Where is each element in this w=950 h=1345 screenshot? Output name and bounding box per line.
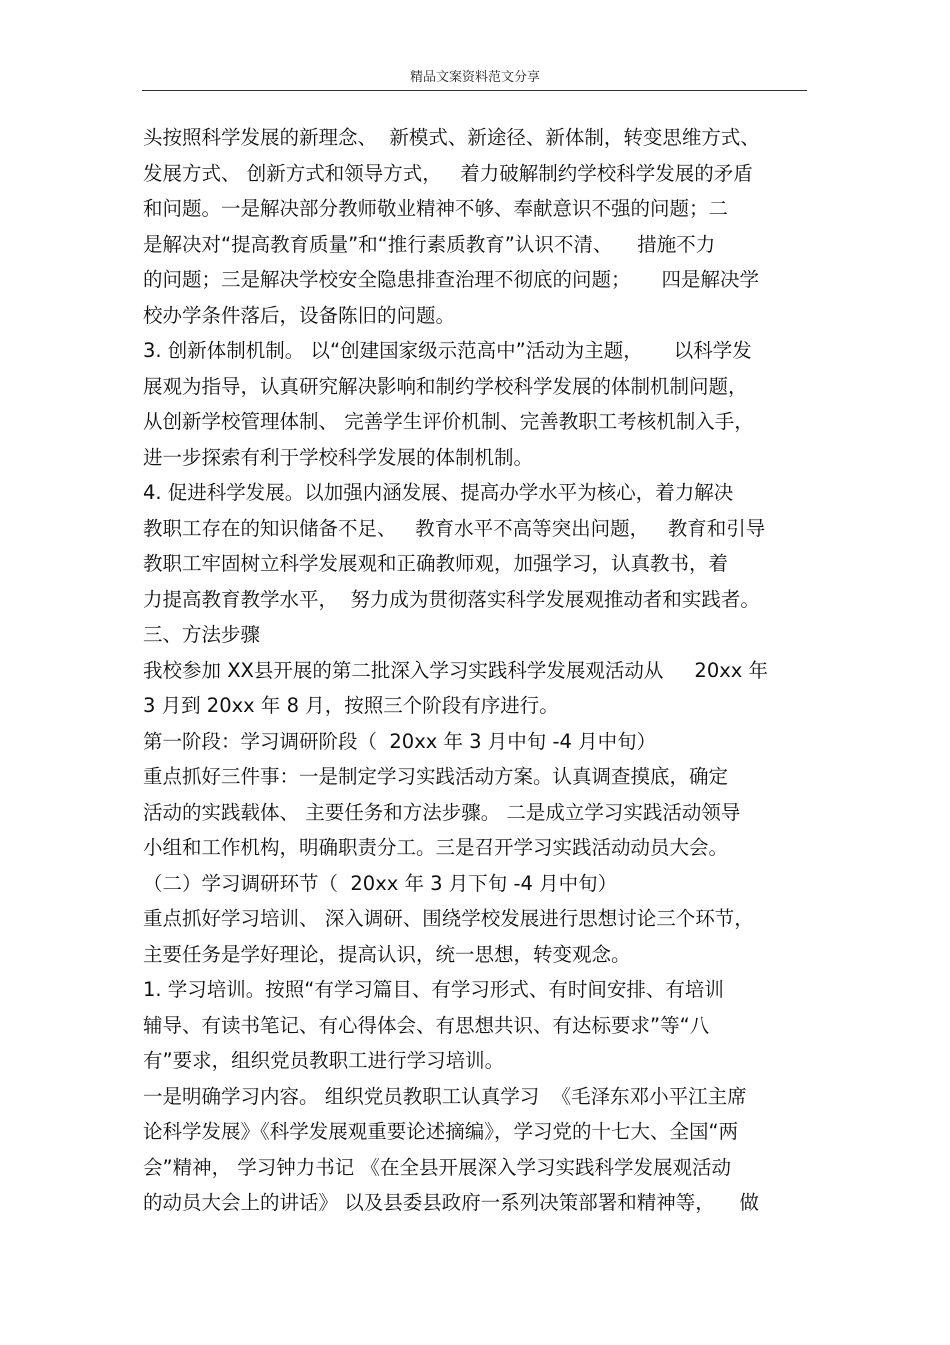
text-line: 从创新学校管理体制、 完善学生评价机制、完善教职工考核机制入手， <box>143 410 754 433</box>
text-line: 发展方式、 创新方式和领导方式， 着力破解制约学校科学发展的矛盾 <box>143 161 753 185</box>
text-line: 教职工存在的知识储备不足、 教育水平不高等突出问题， 教育和引导 <box>143 516 766 540</box>
text-line: 一是明确学习内容。 组织党员教职工认真学习 《毛泽东邓小平江主席 <box>143 1084 747 1108</box>
text-line: 力提高教育教学水平， 努力成为贯彻落实科学发展观推动者和实践者。 <box>143 587 760 611</box>
page-header: 精品文案资料范文分享 <box>409 70 540 85</box>
text-line: 会”精神， 学习钟力书记 《在全县开展深入学习实践科学发展观活动 <box>143 1155 731 1179</box>
text-line: 1. 学习培训。按照“有学习篇目、有学习形式、有时间安排、有培训 <box>143 978 724 1001</box>
text-line: 小组和工作机构，明确职责分工。三是召开学习实践活动动员大会。 <box>143 836 729 859</box>
text-line: 辅导、有读书笔记、有心得体会、有思想共识、有达标要求”等“八 <box>143 1013 710 1037</box>
header-rule <box>142 90 807 91</box>
text-line: 展观为指导，认真研究解决影响和制约学校科学发展的体制机制问题， <box>143 374 748 398</box>
text-line: 3. 创新体制机制。 以“创建国家级示范高中”活动为主题， 以科学发 <box>143 339 752 362</box>
text-line: 我校参加 XX县开展的第二批深入学习实践科学发展观活动从 20xx 年 <box>143 658 769 682</box>
text-line: 的动员大会上的讲话》 以及县委县政府一系列决策部署和精神等， 做 <box>143 1191 759 1214</box>
text-line: 校办学条件落后，设备陈旧的问题。 <box>143 303 456 327</box>
text-line: 3 月到 20xx 年 8 月，按照三个阶段有序进行。 <box>143 694 559 717</box>
text-line: 主要任务是学好理论，提高认识，统一思想，转变观念。 <box>143 942 631 966</box>
text-line: 论科学发展》《科学发展观重要论述摘编》，学习党的十七大、全国“两 <box>143 1120 739 1143</box>
text-line: 教职工牢固树立科学发展观和正确教师观，加强学习，认真教书，着 <box>143 552 729 575</box>
text-line: 活动的实践载体、 主要任务和方法步骤。 二是成立学习实践活动领导 <box>143 800 741 824</box>
text-line: 重点抓好学习培训、 深入调研、围绕学校发展进行思想讨论三个环节， <box>143 907 754 930</box>
text-line: 重点抓好三件事：一是制定学习实践活动方案。认真调查摸底，确定 <box>143 765 729 788</box>
section-heading: 三、方法步骤 <box>143 623 261 646</box>
text-line: 是解决对“提高教育质量”和“推行素质教育”认识不清、 措施不力 <box>143 232 716 256</box>
text-line: 头按照科学发展的新理念、 新模式、新途径、新体制，转变思维方式、 <box>143 126 760 149</box>
text-line: 的问题；三是解决学校安全隐患排查治理不彻底的问题； 四是解决学 <box>143 268 759 291</box>
text-line: 第一阶段：学习调研阶段（ 20xx 年 3 月中旬 -4 月中旬） <box>143 729 657 753</box>
text-line: 和问题。一是解决部分教师敬业精神不够、奉献意识不强的问题；二 <box>143 197 729 220</box>
text-line: （二）学习调研环节（ 20xx 年 3 月下旬 -4 月中旬） <box>143 871 618 895</box>
text-line: 4. 促进科学发展。以加强内涵发展、提高办学水平为核心，着力解决 <box>143 481 734 504</box>
text-line: 进一步探索有利于学校科学发展的体制机制。 <box>143 445 534 469</box>
document-body <box>143 120 813 1221</box>
text-line: 有”要求，组织党员教职工进行学习培训。 <box>143 1049 505 1072</box>
